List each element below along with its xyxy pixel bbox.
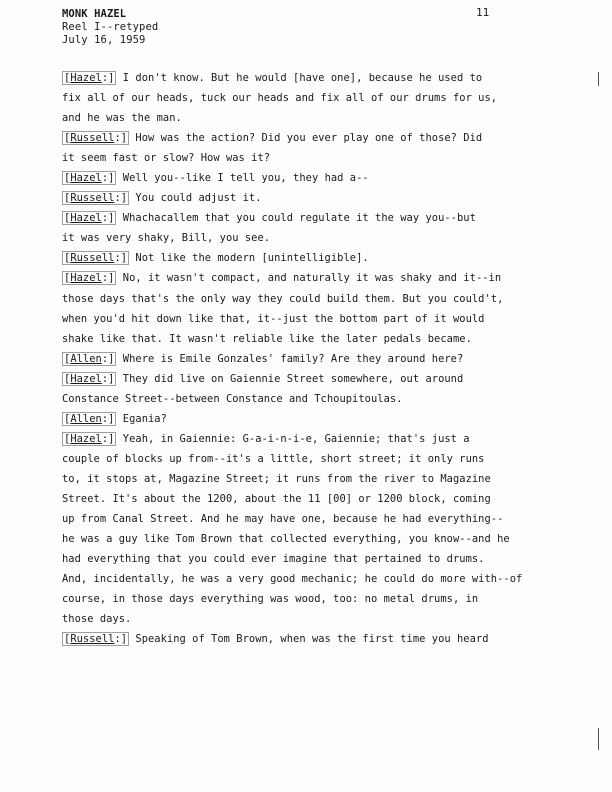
transcript-line [62, 248, 582, 268]
speaker-tag: [Allen:] [64, 352, 115, 365]
utterance-text: Where is Emile Gonzales' family? Are they around here? [122, 352, 464, 365]
transcript-line [62, 529, 582, 549]
speaker-name: Hazel [70, 432, 102, 445]
speaker-label [62, 131, 129, 145]
speaker-label [62, 71, 116, 85]
speaker-label [62, 632, 129, 646]
speaker-label [62, 211, 116, 225]
utterance-text: shake like that. It wasn't reliable like the later pedals became. [62, 332, 472, 345]
utterance-text: And, incidentally, he was a very good mechanic; he could do more with--of [62, 573, 523, 586]
interviewee-name: MONK HAZEL [62, 8, 127, 20]
speaker-name: Russell [70, 633, 115, 646]
utterance-text: it seem fast or slow? How was it? [62, 152, 271, 165]
utterance-text: You could adjust it. [135, 192, 262, 205]
utterance-text: those days that's the only way they could build them. But you could't, [62, 292, 504, 305]
page-header [62, 8, 158, 47]
speaker-label [62, 171, 116, 185]
utterance-text: Street. It's about the 1200, about the 11 [00] or 1200 block, coming [62, 492, 491, 505]
transcript-line [62, 549, 582, 569]
transcript-line [62, 629, 582, 649]
speaker-tag: [Russell:] [64, 633, 128, 646]
utterance-text: to, it stops at, Magazine Street; it runs from the river to Magazine [62, 472, 491, 485]
transcript-line [62, 228, 582, 248]
speaker-tag: [Hazel:] [64, 172, 115, 185]
speaker-tag: [Hazel:] [64, 72, 115, 84]
utterance-text: Whachacallem that you could regulate it the way you--but [122, 212, 476, 225]
transcript-line [62, 389, 582, 409]
transcript-line [62, 329, 582, 349]
transcript-line [62, 289, 582, 309]
reel-label: Reel I--retyped [62, 21, 159, 33]
transcript-line [62, 168, 582, 188]
utterance-text: Egania? [122, 412, 167, 425]
speaker-tag: [Russell:] [64, 192, 128, 205]
utterance-text: No, it wasn't compact, and naturally it was shaky and it--in [122, 272, 502, 285]
transcript-line [62, 369, 582, 389]
utterance-text: couple of blocks up from--it's a little, short street; it only runs [62, 452, 485, 465]
speaker-name: Russell [70, 132, 115, 145]
utterance-text: when you'd hit down like that, it--just the bottom part of it would [62, 312, 485, 325]
transcript-line [62, 208, 582, 228]
speaker-tag: [Russell:] [64, 252, 128, 265]
transcript-line [62, 268, 582, 288]
transcript-line [62, 589, 582, 609]
transcript-line [62, 88, 582, 108]
speaker-name: Hazel [70, 372, 102, 385]
transcript-line [62, 188, 582, 208]
speaker-label [62, 432, 116, 446]
speaker-tag: [Hazel:] [64, 212, 115, 225]
transcript-body [62, 68, 582, 649]
utterance-text: How was the action? Did you ever play one of those? Did [135, 132, 483, 145]
speaker-name: Hazel [70, 172, 102, 185]
speaker-tag: [Hazel:] [64, 372, 115, 385]
speaker-label [62, 191, 129, 205]
speaker-name: Russell [70, 252, 115, 265]
utterance-text: course, in those days everything was wood, too: no metal drums, in [62, 593, 479, 606]
interview-date: July 16, 1959 [62, 34, 146, 46]
transcript-line [62, 309, 582, 329]
utterance-text: Speaking of Tom Brown, when was the first time you heard [135, 633, 489, 646]
transcript-line [62, 148, 582, 168]
transcript-line [62, 609, 582, 629]
utterance-text: it was very shaky, Bill, you see. [62, 232, 271, 245]
utterance-text: They did live on Gaiennie Street somewhere, out around [122, 372, 464, 385]
transcript-line [62, 349, 582, 369]
transcript-line [62, 409, 582, 429]
transcript-line [62, 509, 582, 529]
utterance-text: had everything that you could ever imagine that pertained to drums. [62, 553, 485, 566]
utterance-text: up from Canal Street. And he may have one, because he had everything-- [62, 513, 504, 526]
utterance-text: he was a guy like Tom Brown that collected everything, you know--and he [62, 533, 510, 546]
speaker-label [62, 372, 116, 386]
transcript-line [62, 569, 582, 589]
transcript-line [62, 469, 582, 489]
scan-edge-mark [598, 72, 599, 86]
speaker-tag: [Hazel:] [64, 432, 115, 445]
transcript-line [62, 108, 582, 128]
speaker-name: Hazel [70, 212, 102, 225]
utterance-text: those days. [62, 613, 132, 626]
scan-edge-mark [598, 728, 599, 750]
speaker-label [62, 352, 116, 366]
speaker-label [62, 251, 129, 265]
utterance-text: Well you--like I tell you, they had a-- [122, 172, 369, 185]
speaker-tag: [Hazel:] [64, 272, 115, 285]
utterance-text: Constance Street--between Constance and Tchoupitoulas. [62, 392, 403, 405]
speaker-name: Russell [70, 192, 115, 205]
utterance-text: fix all of our heads, tuck our heads and fix all of our drums for us, [62, 92, 498, 105]
speaker-name: Hazel [70, 72, 102, 84]
utterance-text: and he was the man. [62, 112, 182, 125]
utterance-text: Not like the modern [unintelligible]. [135, 252, 369, 265]
transcript-line [62, 68, 582, 88]
transcript-line [62, 429, 582, 449]
transcript-line [62, 489, 582, 509]
speaker-label [62, 412, 116, 426]
utterance-text: I don't know. But he would [have one], because he used to [122, 72, 483, 84]
speaker-name: Allen [70, 412, 102, 425]
speaker-name: Hazel [70, 272, 102, 285]
transcript-line [62, 449, 582, 469]
utterance-text: Yeah, in Gaiennie: G-a-i-n-i-e, Gaiennie; that's just a [122, 432, 470, 445]
transcript-line [62, 128, 582, 148]
page-number: 11 [476, 6, 490, 19]
speaker-tag: [Allen:] [64, 412, 115, 425]
speaker-tag: [Russell:] [64, 132, 128, 145]
speaker-label [62, 271, 116, 285]
speaker-name: Allen [70, 352, 102, 365]
